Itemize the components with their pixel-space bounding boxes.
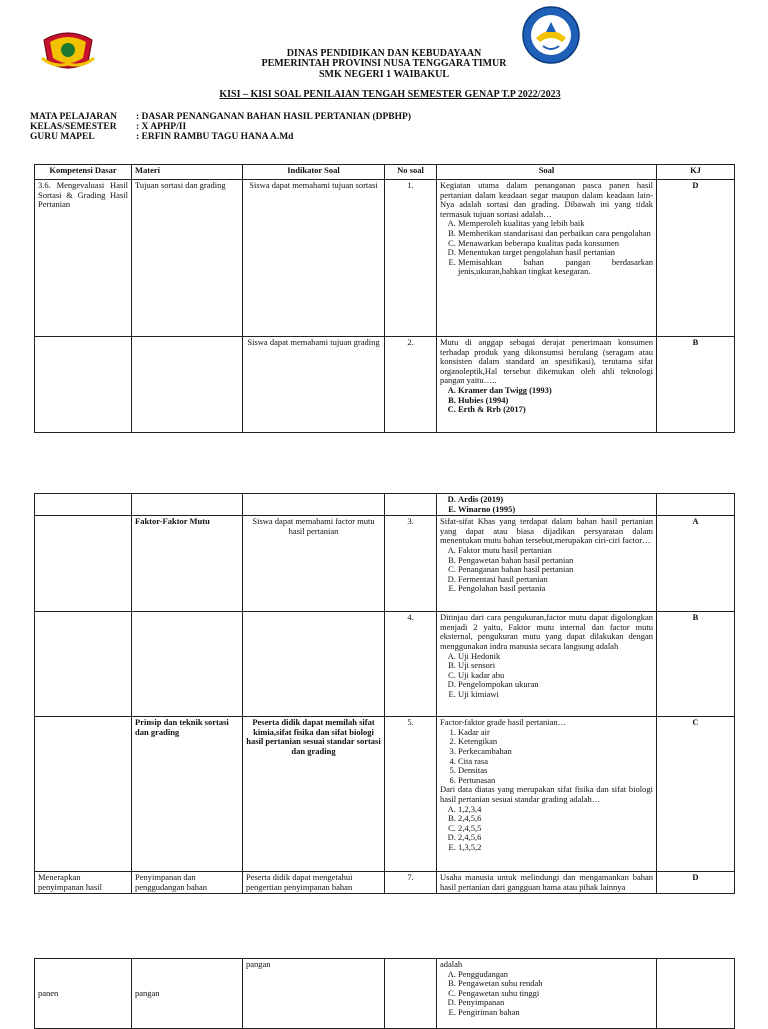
grid-table-page-3 [34,958,735,1029]
question-stem: Sifat-sifat Khas yang terdapat dalam bahan hasil pertanian yang dapat atau biasa dijadikan persyaratan dalam menentukan mutu bahan tersebut,merupakan ciri-ciri factor… [440,516,653,546]
cell-materi: Faktor-Faktor Mutu [132,516,243,612]
option: B. Memberikan standarisasi dan perbaikan cara pengolahan [458,229,653,239]
document-title: KISI – KISI SOAL PENILAIAN TENGAH SEMESTER GENAP T.P 2022/2023 [219,89,561,100]
cell-indikator: Peserta didik dapat mengetahui pengertian penyimpanan bahan [243,872,385,894]
question-stem: Mutu di anggap sebagai derajat penerimaan konsumen terhadap produk yang dikonsumsi berulang (seragam atau konsisten dalam standard an spesifikasi), terutama sifat organoleptik,Hal tersebut dikemukan oleh ahli teknologi pangan yaitu….. [440,337,653,386]
option: A. Kramer dan Twigg (1993) [458,386,653,396]
option: C. Menawarkan beberapa kualitas pada konsumen [458,239,653,249]
option: A. Faktor mutu hasil pertanian [458,546,653,556]
option: D. Penyimpanan [458,998,653,1008]
table-row-q4 [35,612,735,717]
option: D. Menentukan target pengolahan hasil pertanian [458,248,653,258]
col-header-materi: Materi [132,165,243,180]
cell-kd [35,612,132,717]
cell-materi [132,612,243,717]
cell-materi [132,337,243,433]
meta-subject: MATA PELAJARAN : DASAR PENANGANAN BAHAN HASIL PERTANIAN (DPBHP) [30,112,411,122]
cell-kd [35,516,132,612]
factor-list [440,728,653,786]
option-list [440,652,653,700]
cell-kd [35,337,132,433]
header-agency: DINAS PENDIDIKAN DAN KEBUDAYAAN [286,48,482,59]
option: C. Erth & Rrb (2017) [458,405,653,415]
cell-kd: 3.6. Mengevaluasi Hasil Sortasi & Grading Hasil Pertanian [35,180,132,337]
option-list [440,805,653,853]
cell-soal [437,180,657,337]
cell-kj: B [657,612,735,717]
option: E. Winarno (1995) [458,505,653,515]
question-stem: Kegiatan utama dalam penanganan pasca panen hasil pertanian dalam keadaan segar maupun dalam keadaan lain-Nya adalah sortasi dan grading. Dibawah ini yang tidak termasuk tujuan sortasi adalah… [440,180,653,219]
cell-kd [35,717,132,872]
option: C. Pengawetan suhu tinggi [458,989,653,999]
option: B. Uji sensori [458,661,653,671]
question-stem-2: Dari data diatas yang merupakan sifat fisika dan sifat biologi hasil pertanian sesuai standar grading adalah… [440,784,653,804]
table-row-q3 [35,516,735,612]
option-list [440,219,653,277]
table-row-q7 [35,872,735,894]
option-list [440,546,653,594]
table-header-row [35,165,735,180]
factor-item: 3. Perkecambahan [458,747,653,757]
cell-materi: Tujuan sortasi dan grading [132,180,243,337]
cell-kj: D [657,180,735,337]
cell-no: 4. [385,612,437,717]
cell-kd: panen [35,959,132,1029]
factor-item: 5. Densitas [458,766,653,776]
col-header-soal: Soal [437,165,657,180]
cell-no: 7. [385,872,437,894]
cell-indikator [243,612,385,717]
option: D. Ardis (2019) [458,495,653,505]
grid-table-page-2 [34,493,735,894]
cell-soal [437,717,657,872]
option: A. Memperoleh kualitas yang lebih baik [458,219,653,229]
col-header-kj: KJ [657,165,735,180]
header-school: SMK NEGERI 1 WAIBAKUL [318,69,450,80]
cell-soal [437,494,657,516]
option: C. 2,4,5,5 [458,824,653,834]
table-row-q2-cont [35,494,735,516]
option: E. Uji kimiawi [458,690,653,700]
option: A. Penggudangan [458,970,653,980]
option: D. Pengelompokan ukuran [458,680,653,690]
table-row-q2 [35,337,735,433]
table-row-q5 [35,717,735,872]
option-list [440,970,653,1018]
option: D. Fermentasi hasil pertanian [458,575,653,585]
factor-item: 1. Kadar air [458,728,653,738]
question-stem: Factor-faktor grade hasil pertanian… [440,717,567,728]
cell-kj: D [657,872,735,894]
grid-table-page-1 [34,164,735,433]
cell-no: 5. [385,717,437,872]
meta-teacher: GURU MAPEL : ERFIN RAMBU TAGU HANA A.Md [30,132,294,142]
option: C. Penanganan bahan hasil pertanian [458,565,653,575]
factor-item: 6. Pertunasan [458,776,653,786]
col-header-indikator: Indikator Soal [243,165,385,180]
option: D. 2,4,5,6 [458,833,653,843]
cell-indikator: Siswa dapat memahami tujuan grading [243,337,385,433]
option: E. Pengolahan hasil pertania [458,584,653,594]
cell-kj: B [657,337,735,433]
option: C. Uji kadar abu [458,671,653,681]
cell-indikator: Siswa dapat memahami factor mutu hasil pertanian [243,516,385,612]
cell-no: 1. [385,180,437,337]
factor-item: 2. Ketengikan [458,737,653,747]
cell-no: 2. [385,337,437,433]
header-province: PEMERINTAH PROVINSI NUSA TENGGARA TIMUR [261,58,507,69]
option-list [440,386,653,415]
cell-indikator: pangan [243,959,385,1029]
factor-item: 4. Cita rasa [458,757,653,767]
col-header-no: No soal [385,165,437,180]
cell-materi: Prinsip dan teknik sortasi dan grading [132,717,243,872]
cell-materi: pangan [132,959,243,1029]
cell-soal [437,612,657,717]
table-row-q7-cont [35,959,735,1029]
cell-soal: Usaha manusia untuk melindungi dan mengamankan bahan hasil pertanian dari gangguan hama atau pihak lainnya [437,872,657,894]
option: A. Uji Hedonik [458,652,653,662]
option: B. Pengawetan bahan hasil pertanian [458,556,653,566]
cell-soal [437,337,657,433]
cell-materi: Penyimpanan dan penggudangan bahan [132,872,243,894]
cell-kj: C [657,717,735,872]
cell-kj: A [657,516,735,612]
cell-indikator: Siswa dapat memahami tujuan sortasi [243,180,385,337]
option-list [440,495,653,514]
table-row-q1 [35,180,735,337]
cell-soal [437,959,657,1029]
col-header-kd: Kompetensi Dasar [35,165,132,180]
option: B. Hubies (1994) [458,396,653,406]
question-stem: adalah [440,959,463,969]
cell-indikator: Peserta didik dapat memilah sifat kimia,sifat fisika dan sifat biologi hasil pertanian sesuai standar sortasi dan grading [243,717,385,872]
option: B. 2,4,5,6 [458,814,653,824]
cell-soal [437,516,657,612]
cell-no: 3. [385,516,437,612]
option: E. Memisahkan bahan pangan berdasarkan jenis,ukuran,bahkan tingkat kesegaran. [458,258,653,277]
option: E. Pengiriman bahan [458,1008,653,1018]
option: B. Pengawetan suhu rendah [458,979,653,989]
question-stem: Ditinjau dari cara pengukuran,factor mutu dapat digolongkan menjadi 2 yaitu, Faktor mutu internal dan factor mutu eksternal, pengukuran mutu yang dapat dilakukan dengan menggunakan indra manusia secara langsung adalah [440,612,653,651]
option: E. 1,3,5,2 [458,843,653,853]
cell-kd: Menerapkan penyimpanan hasil [35,872,132,894]
meta-class: KELAS/SEMESTER : X APHP/II [30,122,187,132]
option: A. 1,2,3,4 [458,805,653,815]
